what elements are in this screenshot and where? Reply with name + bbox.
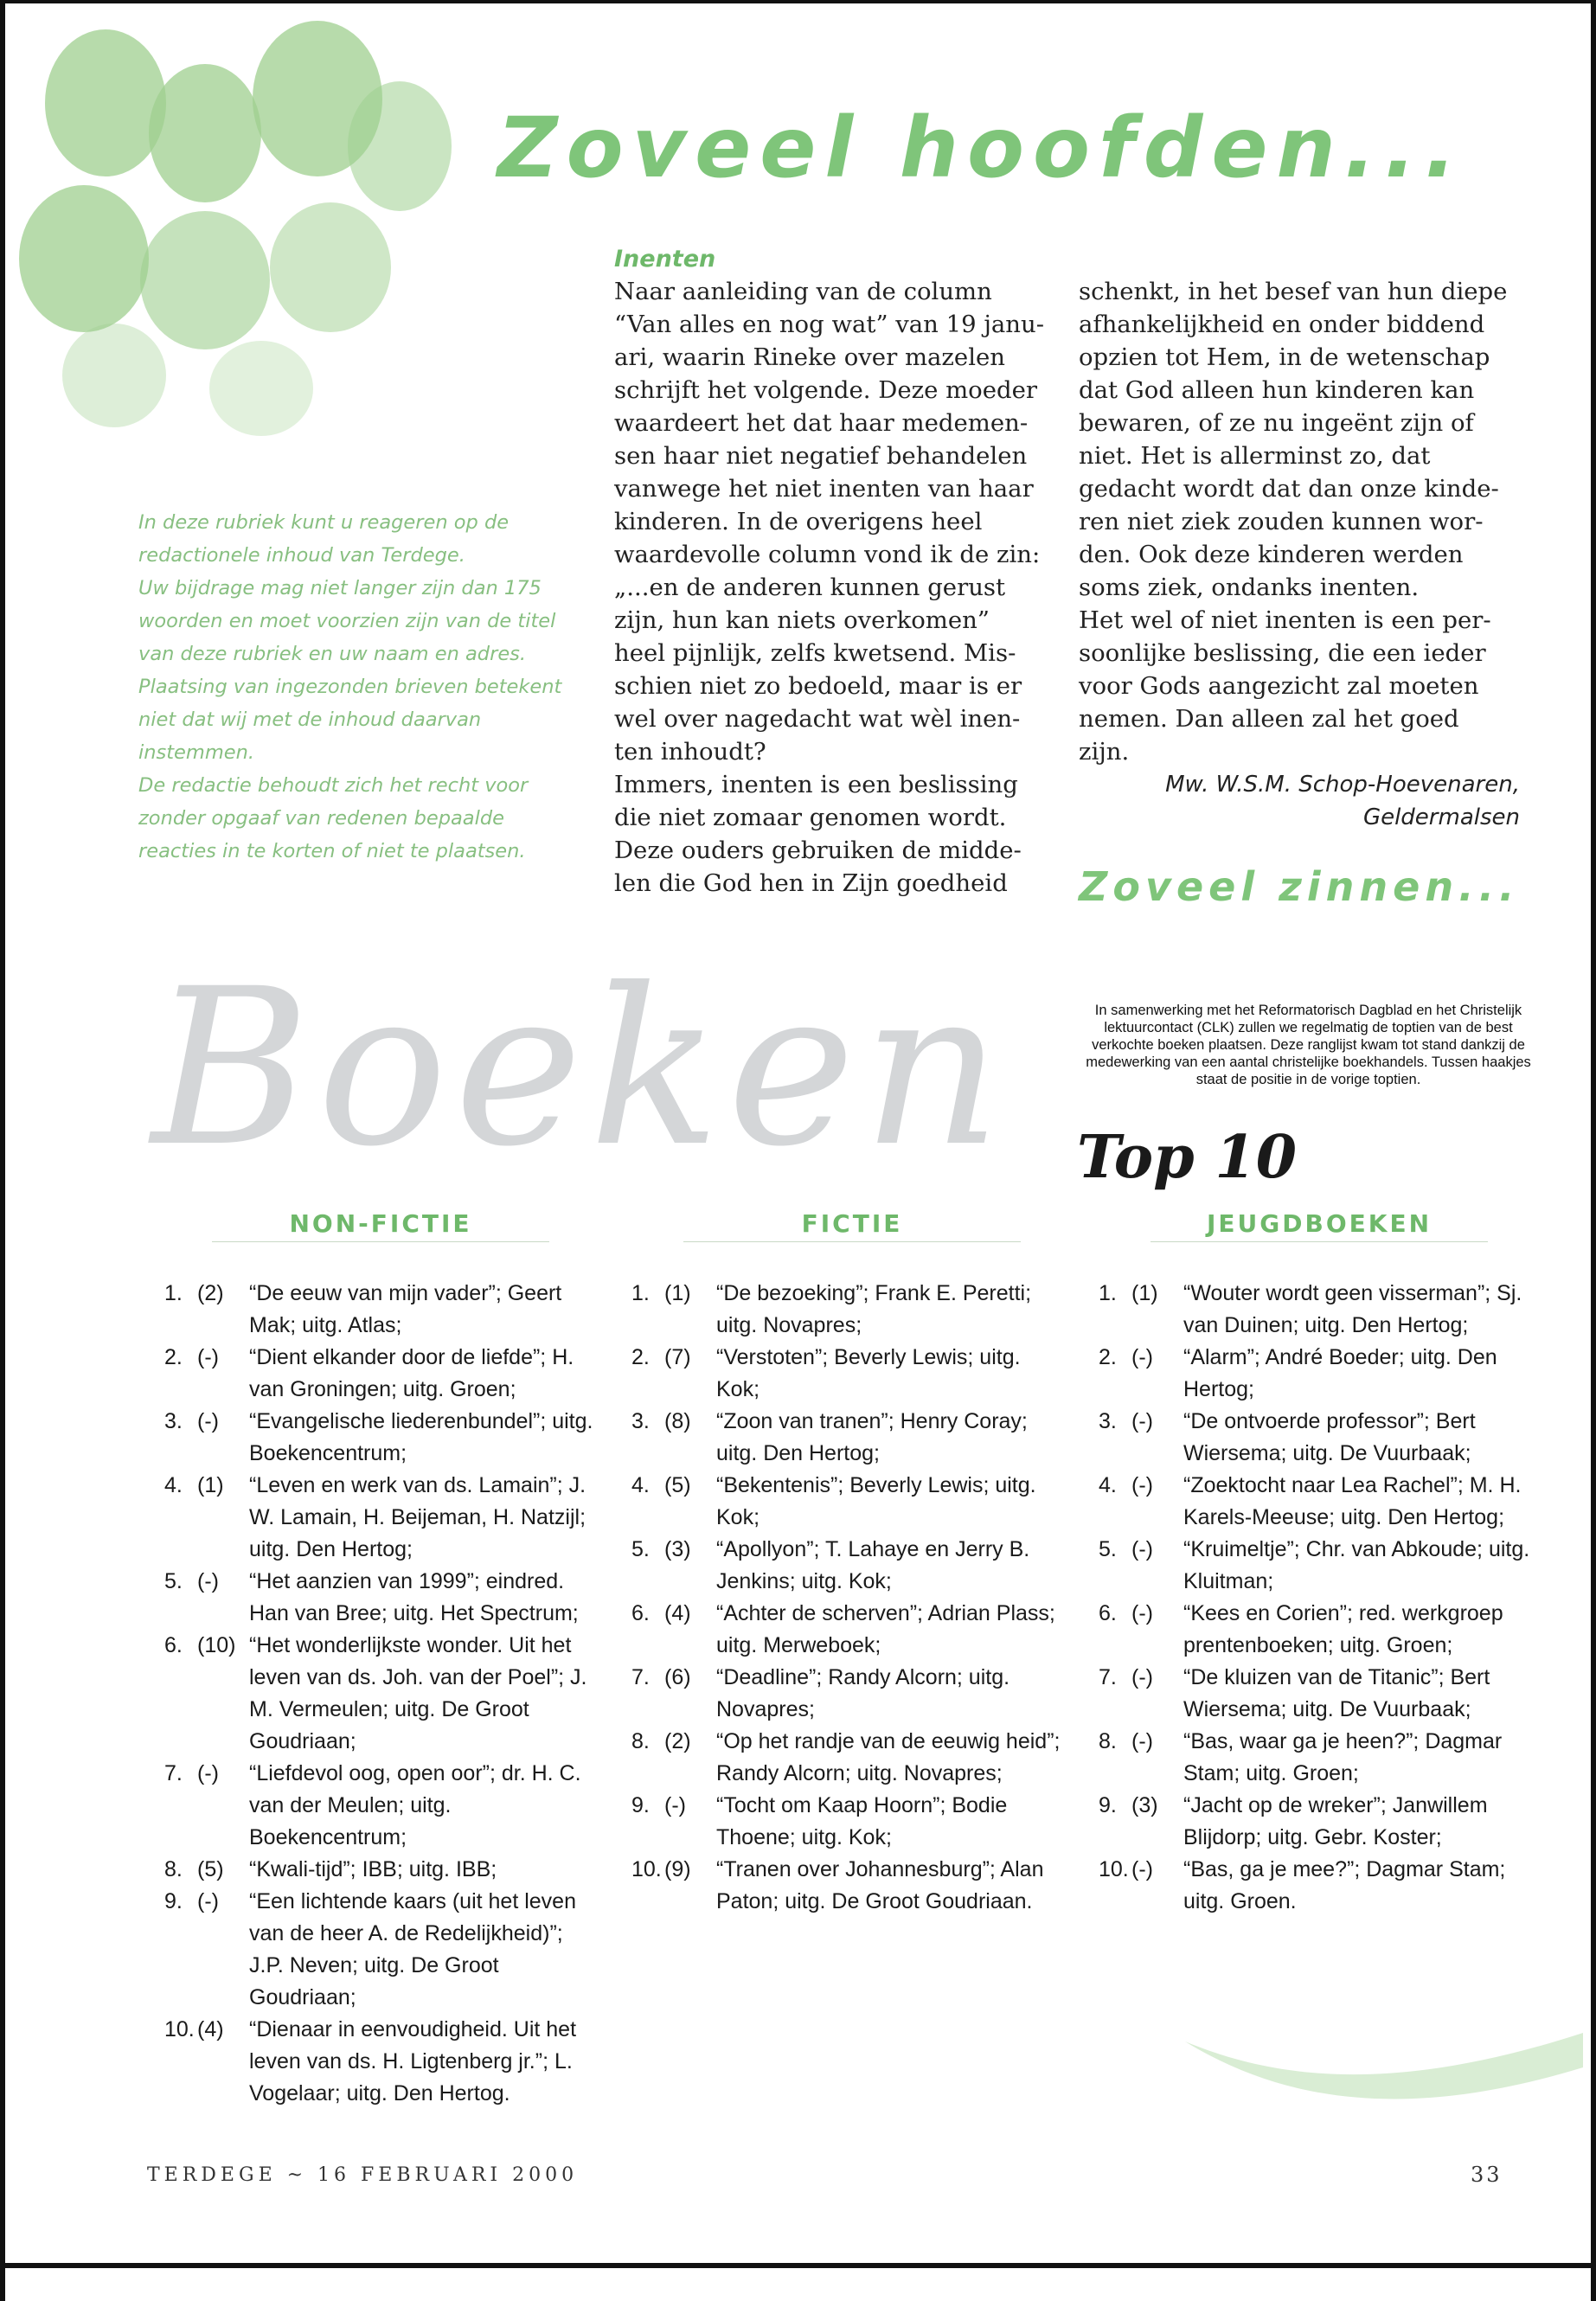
book-entry xyxy=(1099,1406,1531,1470)
book-previous-position: (-) xyxy=(197,1409,219,1433)
book-rank: 5. xyxy=(631,1537,650,1561)
book-previous-position: (-) xyxy=(1131,1729,1153,1753)
book-title: “Leven en werk van ds. Lamain”; J. W. Lamain, H. Beijeman, H. Natzijl; uitg. Den Hertog; xyxy=(249,1473,586,1561)
book-rank: 6. xyxy=(631,1601,650,1625)
book-rank: 3. xyxy=(1099,1409,1117,1433)
letter-line: “Van alles en nog wat” van 19 janu- xyxy=(614,311,1045,338)
letter-line: heel pijnlijk, zelfs kwetsend. Mis- xyxy=(614,639,1016,667)
page-border-right xyxy=(1591,0,1596,2301)
letter-line: den. Ook deze kinderen werden xyxy=(1079,541,1464,568)
intro-paragraph: Plaatsing van ingezonden brieven betekent niet dat wij met de inhoud daarvan instemmen. xyxy=(138,676,562,764)
book-previous-position: (-) xyxy=(1131,1409,1153,1433)
book-previous-position: (3) xyxy=(664,1537,691,1561)
letter-line: voor Gods aangezicht zal moeten xyxy=(1079,672,1479,700)
book-previous-position: (-) xyxy=(197,1569,219,1593)
fictie-list xyxy=(631,1278,1064,1918)
book-previous-position: (-) xyxy=(197,1761,219,1785)
book-rank: 10. xyxy=(631,1857,662,1881)
book-title: “Het aanzien van 1999”; eindred. Han van Bree; uitg. Het Spectrum; xyxy=(249,1569,579,1625)
letter-line: Deze ouders gebruiken de midde- xyxy=(614,836,1022,864)
book-rank: 4. xyxy=(631,1473,650,1497)
book-rank: 1. xyxy=(1099,1281,1117,1305)
book-rank: 2. xyxy=(164,1345,183,1369)
letter-line: Het wel of niet inenten is een per- xyxy=(1079,606,1491,634)
book-title: “Het wonderlijkste wonder. Uit het leven van ds. Joh. van der Poel”; J. M. Vermeulen; uitg. De Groot Goudriaan; xyxy=(249,1633,587,1753)
book-title: “Evangelische liederenbundel”; uitg. Boekencentrum; xyxy=(249,1409,593,1465)
letter-line: Naar aanleiding van de column xyxy=(614,278,992,305)
rubric-intro xyxy=(138,506,571,868)
books-watermark-title: Boeken xyxy=(151,942,1009,1194)
signature-name: Mw. W.S.M. Schop-Hoevenaren, xyxy=(1165,772,1520,798)
book-previous-position: (-) xyxy=(1131,1601,1153,1625)
book-rank: 8. xyxy=(631,1729,650,1753)
book-entry xyxy=(631,1726,1064,1790)
book-entry xyxy=(164,1854,597,1886)
letter-line: niet. Het is allerminst zo, dat xyxy=(1079,442,1431,470)
book-title: “Zoektocht naar Lea Rachel”; M. H. Karels-Meeuse; uitg. Den Hertog; xyxy=(1183,1473,1522,1529)
book-entry xyxy=(631,1278,1064,1342)
footer-publication: TERDEGE ~ 16 FEBRUARI 2000 xyxy=(147,2164,579,2186)
book-rank: 7. xyxy=(164,1761,183,1785)
letter-line: vanwege het niet inenten van haar xyxy=(614,475,1034,503)
book-rank: 7. xyxy=(631,1665,650,1689)
letter-line: nemen. Dan alleen zal het goed xyxy=(1079,705,1459,733)
book-previous-position: (1) xyxy=(1131,1281,1158,1305)
book-previous-position: (5) xyxy=(664,1473,691,1497)
letter-column-1 xyxy=(614,244,1064,900)
book-entry xyxy=(164,1278,597,1342)
book-entry xyxy=(1099,1662,1531,1726)
book-rank: 6. xyxy=(164,1633,183,1657)
letter-line: zijn, hun kan niets overkomen” xyxy=(614,606,990,634)
book-rank: 4. xyxy=(1099,1473,1117,1497)
book-entry xyxy=(164,1342,597,1406)
letter-line: ten inhoudt? xyxy=(614,738,766,766)
book-title: “Zoon van tranen”; Henry Coray; uitg. Den Hertog; xyxy=(716,1409,1028,1465)
book-entry xyxy=(631,1406,1064,1470)
letter-line: schenkt, in het besef van hun diepe xyxy=(1079,278,1508,305)
book-previous-position: (-) xyxy=(1131,1473,1153,1497)
book-title: “De bezoeking”; Frank E. Peretti; uitg. Novapres; xyxy=(716,1281,1032,1337)
letter-body xyxy=(1079,275,1529,768)
section-subtitle: Zoveel zinnen... xyxy=(1079,863,1520,910)
letter-line: ari, waarin Rineke over mazelen xyxy=(614,343,1005,371)
book-title: “De ontvoerde professor”; Bert Wiersema; uitg. De Vuurbaak; xyxy=(1183,1409,1476,1465)
intro-paragraph: Uw bijdrage mag niet langer zijn dan 175 woorden en moet voorzien zijn van de titel van deze rubriek en uw naam en adres. xyxy=(138,577,556,665)
book-entry xyxy=(164,1566,597,1630)
page-number: 33 xyxy=(1471,2163,1503,2187)
book-entry xyxy=(164,2014,597,2110)
page-border-bottom xyxy=(0,2263,1596,2268)
book-previous-position: (2) xyxy=(197,1281,224,1305)
letter-line: opzien tot Hem, in de wetenschap xyxy=(1079,343,1490,371)
decorative-swoosh xyxy=(1185,2007,1583,2128)
book-title: “Tranen over Johannesburg”; Alan Paton; uitg. De Groot Goudriaan. xyxy=(716,1857,1044,1913)
letter-line: waardeert het dat haar medemen- xyxy=(614,409,1029,437)
letter-line: sen haar niet negatief behandelen xyxy=(614,442,1028,470)
signature-place: Geldermalsen xyxy=(1362,804,1520,830)
page-title: Zoveel hoofden... xyxy=(497,99,1465,196)
book-previous-position: (-) xyxy=(1131,1857,1153,1881)
letter-line: soms ziek, ondanks inenten. xyxy=(1079,574,1420,601)
page-border-left xyxy=(0,0,5,2301)
category-jeugdboeken: JEUGDBOEKEN xyxy=(1151,1209,1488,1242)
book-rank: 2. xyxy=(631,1345,650,1369)
book-previous-position: (4) xyxy=(664,1601,691,1625)
book-entry xyxy=(164,1758,597,1854)
letter-line: zijn. xyxy=(1079,738,1130,766)
letter-line: die niet zomaar genomen wordt. xyxy=(614,804,1007,831)
book-previous-position: (3) xyxy=(1131,1793,1158,1817)
book-previous-position: (6) xyxy=(664,1665,691,1689)
letter-line: gedacht wordt dat dan onze kinde- xyxy=(1079,475,1499,503)
letter-line: bewaren, of ze nu ingeënt zijn of xyxy=(1079,409,1474,437)
book-title: “Deadline”; Randy Alcorn; uitg. Novapres; xyxy=(716,1665,1010,1721)
category-fictie: FICTIE xyxy=(683,1209,1021,1242)
letter-line: schrijft het volgende. Deze moeder xyxy=(614,376,1038,404)
book-rank: 9. xyxy=(1099,1793,1117,1817)
book-title: “Tocht om Kaap Hoorn”; Bodie Thoene; uitg. Kok; xyxy=(716,1793,1008,1849)
book-previous-position: (-) xyxy=(197,1345,219,1369)
letter-line: len die God hen in Zijn goedheid xyxy=(614,869,1008,897)
book-rank: 1. xyxy=(631,1281,650,1305)
book-entry xyxy=(164,1406,597,1470)
letter-body xyxy=(614,275,1064,900)
book-previous-position: (5) xyxy=(197,1857,224,1881)
book-entry xyxy=(1099,1854,1531,1918)
book-title: “Wouter wordt geen visserman”; Sj. van Duinen; uitg. Den Hertog; xyxy=(1183,1281,1522,1337)
book-entry xyxy=(1099,1278,1531,1342)
intro-paragraph: De redactie behoudt zich het recht voor zonder opgaaf van redenen bepaalde reacties in te korten of niet te plaatsen. xyxy=(138,774,529,862)
book-rank: 5. xyxy=(1099,1537,1117,1561)
book-title: “Bas, waar ga je heen?”; Dagmar Stam; uitg. Groen; xyxy=(1183,1729,1503,1785)
intro-paragraph: In deze rubriek kunt u reageren op de redactionele inhoud van Terdege. xyxy=(138,511,510,567)
book-previous-position: (9) xyxy=(664,1857,691,1881)
book-title: “Jacht op de wreker”; Janwillem Blijdorp; uitg. Gebr. Koster; xyxy=(1183,1793,1488,1849)
book-rank: 10. xyxy=(1099,1857,1129,1881)
book-rank: 5. xyxy=(164,1569,183,1593)
book-rank: 1. xyxy=(164,1281,183,1305)
top10-title: Top 10 xyxy=(1077,1123,1298,1192)
book-rank: 4. xyxy=(164,1473,183,1497)
book-previous-position: (-) xyxy=(1131,1665,1153,1689)
book-entry xyxy=(164,1630,597,1758)
book-previous-position: (8) xyxy=(664,1409,691,1433)
book-entry xyxy=(1099,1726,1531,1790)
book-rank: 2. xyxy=(1099,1345,1117,1369)
letter-line: wel over nagedacht wat wèl inen- xyxy=(614,705,1021,733)
book-rank: 8. xyxy=(164,1857,183,1881)
book-previous-position: (2) xyxy=(664,1729,691,1753)
book-entry xyxy=(1099,1534,1531,1598)
book-entry xyxy=(631,1534,1064,1598)
letter-line: soonlijke beslissing, die een ieder xyxy=(1079,639,1486,667)
book-title: “De kluizen van de Titanic”; Bert Wiersema; uitg. De Vuurbaak; xyxy=(1183,1665,1490,1721)
letter-line: Immers, inenten is een beslissing xyxy=(614,771,1018,798)
book-title: “Liefdevol oog, open oor”; dr. H. C. van der Meulen; uitg. Boekencentrum; xyxy=(249,1761,581,1849)
book-entry xyxy=(1099,1470,1531,1534)
book-entry xyxy=(631,1470,1064,1534)
book-previous-position: (7) xyxy=(664,1345,691,1369)
book-entry xyxy=(631,1790,1064,1854)
jeugdboeken-list xyxy=(1099,1278,1531,1918)
book-previous-position: (10) xyxy=(197,1633,236,1657)
book-rank: 8. xyxy=(1099,1729,1117,1753)
letter-line: ren niet ziek zouden kunnen wor- xyxy=(1079,508,1484,535)
book-title: “Dient elkander door de liefde”; H. van Groningen; uitg. Groen; xyxy=(249,1345,574,1401)
book-previous-position: (1) xyxy=(664,1281,691,1305)
book-title: “Op het randje van de eeuwig heid”; Randy Alcorn; uitg. Novapres; xyxy=(716,1729,1061,1785)
book-previous-position: (-) xyxy=(1131,1537,1153,1561)
book-rank: 3. xyxy=(164,1409,183,1433)
book-title: “Kruimeltje”; Chr. van Abkoude; uitg. Kluitman; xyxy=(1183,1537,1530,1593)
book-entry xyxy=(1099,1598,1531,1662)
letter-line: kinderen. In de overigens heel xyxy=(614,508,983,535)
book-entry xyxy=(631,1598,1064,1662)
letter-line: „...en de anderen kunnen gerust xyxy=(614,574,1006,601)
book-title: “Dienaar in eenvoudigheid. Uit het leven van ds. H. Ligtenberg jr.”; L. Vogelaar; uitg. Den Hertog. xyxy=(249,2017,577,2106)
book-entry xyxy=(1099,1342,1531,1406)
book-entry xyxy=(631,1342,1064,1406)
nonfictie-list xyxy=(164,1278,597,2110)
book-rank: 9. xyxy=(631,1793,650,1817)
book-rank: 3. xyxy=(631,1409,650,1433)
book-entry xyxy=(164,1470,597,1566)
book-entry xyxy=(631,1662,1064,1726)
book-title: “Bekentenis”; Beverly Lewis; uitg. Kok; xyxy=(716,1473,1036,1529)
book-previous-position: (-) xyxy=(197,1889,219,1913)
book-previous-position: (-) xyxy=(664,1793,686,1817)
letter-heading: Inenten xyxy=(614,246,716,272)
letter-column-2 xyxy=(1079,275,1529,834)
book-title: “Een lichtende kaars (uit het leven van de heer A. de Redelijkheid)”; J.P. Neven; uitg. De Groot Goudriaan; xyxy=(249,1889,576,2009)
book-rank: 6. xyxy=(1099,1601,1117,1625)
letter-line: waardevolle column vond ik de zin: xyxy=(614,541,1041,568)
collab-note: In samenwerking met het Reformatorisch Dagblad en het Christelijk lektuurcontact (CLK) zullen we regelmatig de toptien van de best verkochte boeken plaatsen. Deze ranglijst kwam tot stand dankzij de medewerking van een aantal christelijke boekhandels. Tussen haakjes staat de positie in de vorige toptien. xyxy=(1086,1003,1531,1087)
category-nonfictie: NON-FICTIE xyxy=(212,1209,549,1242)
book-entry xyxy=(631,1854,1064,1918)
header-photo xyxy=(10,12,478,492)
page-border-top xyxy=(0,0,1596,3)
letter-line: dat God alleen hun kinderen kan xyxy=(1079,376,1475,404)
book-rank: 10. xyxy=(164,2017,195,2041)
book-rank: 7. xyxy=(1099,1665,1117,1689)
letter-line: schien niet zo bedoeld, maar is er xyxy=(614,672,1022,700)
book-previous-position: (1) xyxy=(197,1473,224,1497)
book-title: “Kwali-tijd”; IBB; uitg. IBB; xyxy=(249,1857,497,1881)
letter-line: afhankelijkheid en onder biddend xyxy=(1079,311,1485,338)
book-previous-position: (-) xyxy=(1131,1345,1153,1369)
book-title: “Apollyon”; T. Lahaye en Jerry B. Jenkins; uitg. Kok; xyxy=(716,1537,1030,1593)
book-title: “Alarm”; André Boeder; uitg. Den Hertog; xyxy=(1183,1345,1497,1401)
book-title: “De eeuw van mijn vader”; Geert Mak; uitg. Atlas; xyxy=(249,1281,562,1337)
book-rank: 9. xyxy=(164,1889,183,1913)
book-title: “Achter de scherven”; Adrian Plass; uitg. Merweboek; xyxy=(716,1601,1055,1657)
book-previous-position: (4) xyxy=(197,2017,224,2041)
book-entry xyxy=(164,1886,597,2014)
book-entry xyxy=(1099,1790,1531,1854)
book-title: “Verstoten”; Beverly Lewis; uitg. Kok; xyxy=(716,1345,1021,1401)
book-title: “Kees en Corien”; red. werkgroep prentenboeken; uitg. Groen; xyxy=(1183,1601,1503,1657)
book-title: “Bas, ga je mee?”; Dagmar Stam; uitg. Groen. xyxy=(1183,1857,1506,1913)
